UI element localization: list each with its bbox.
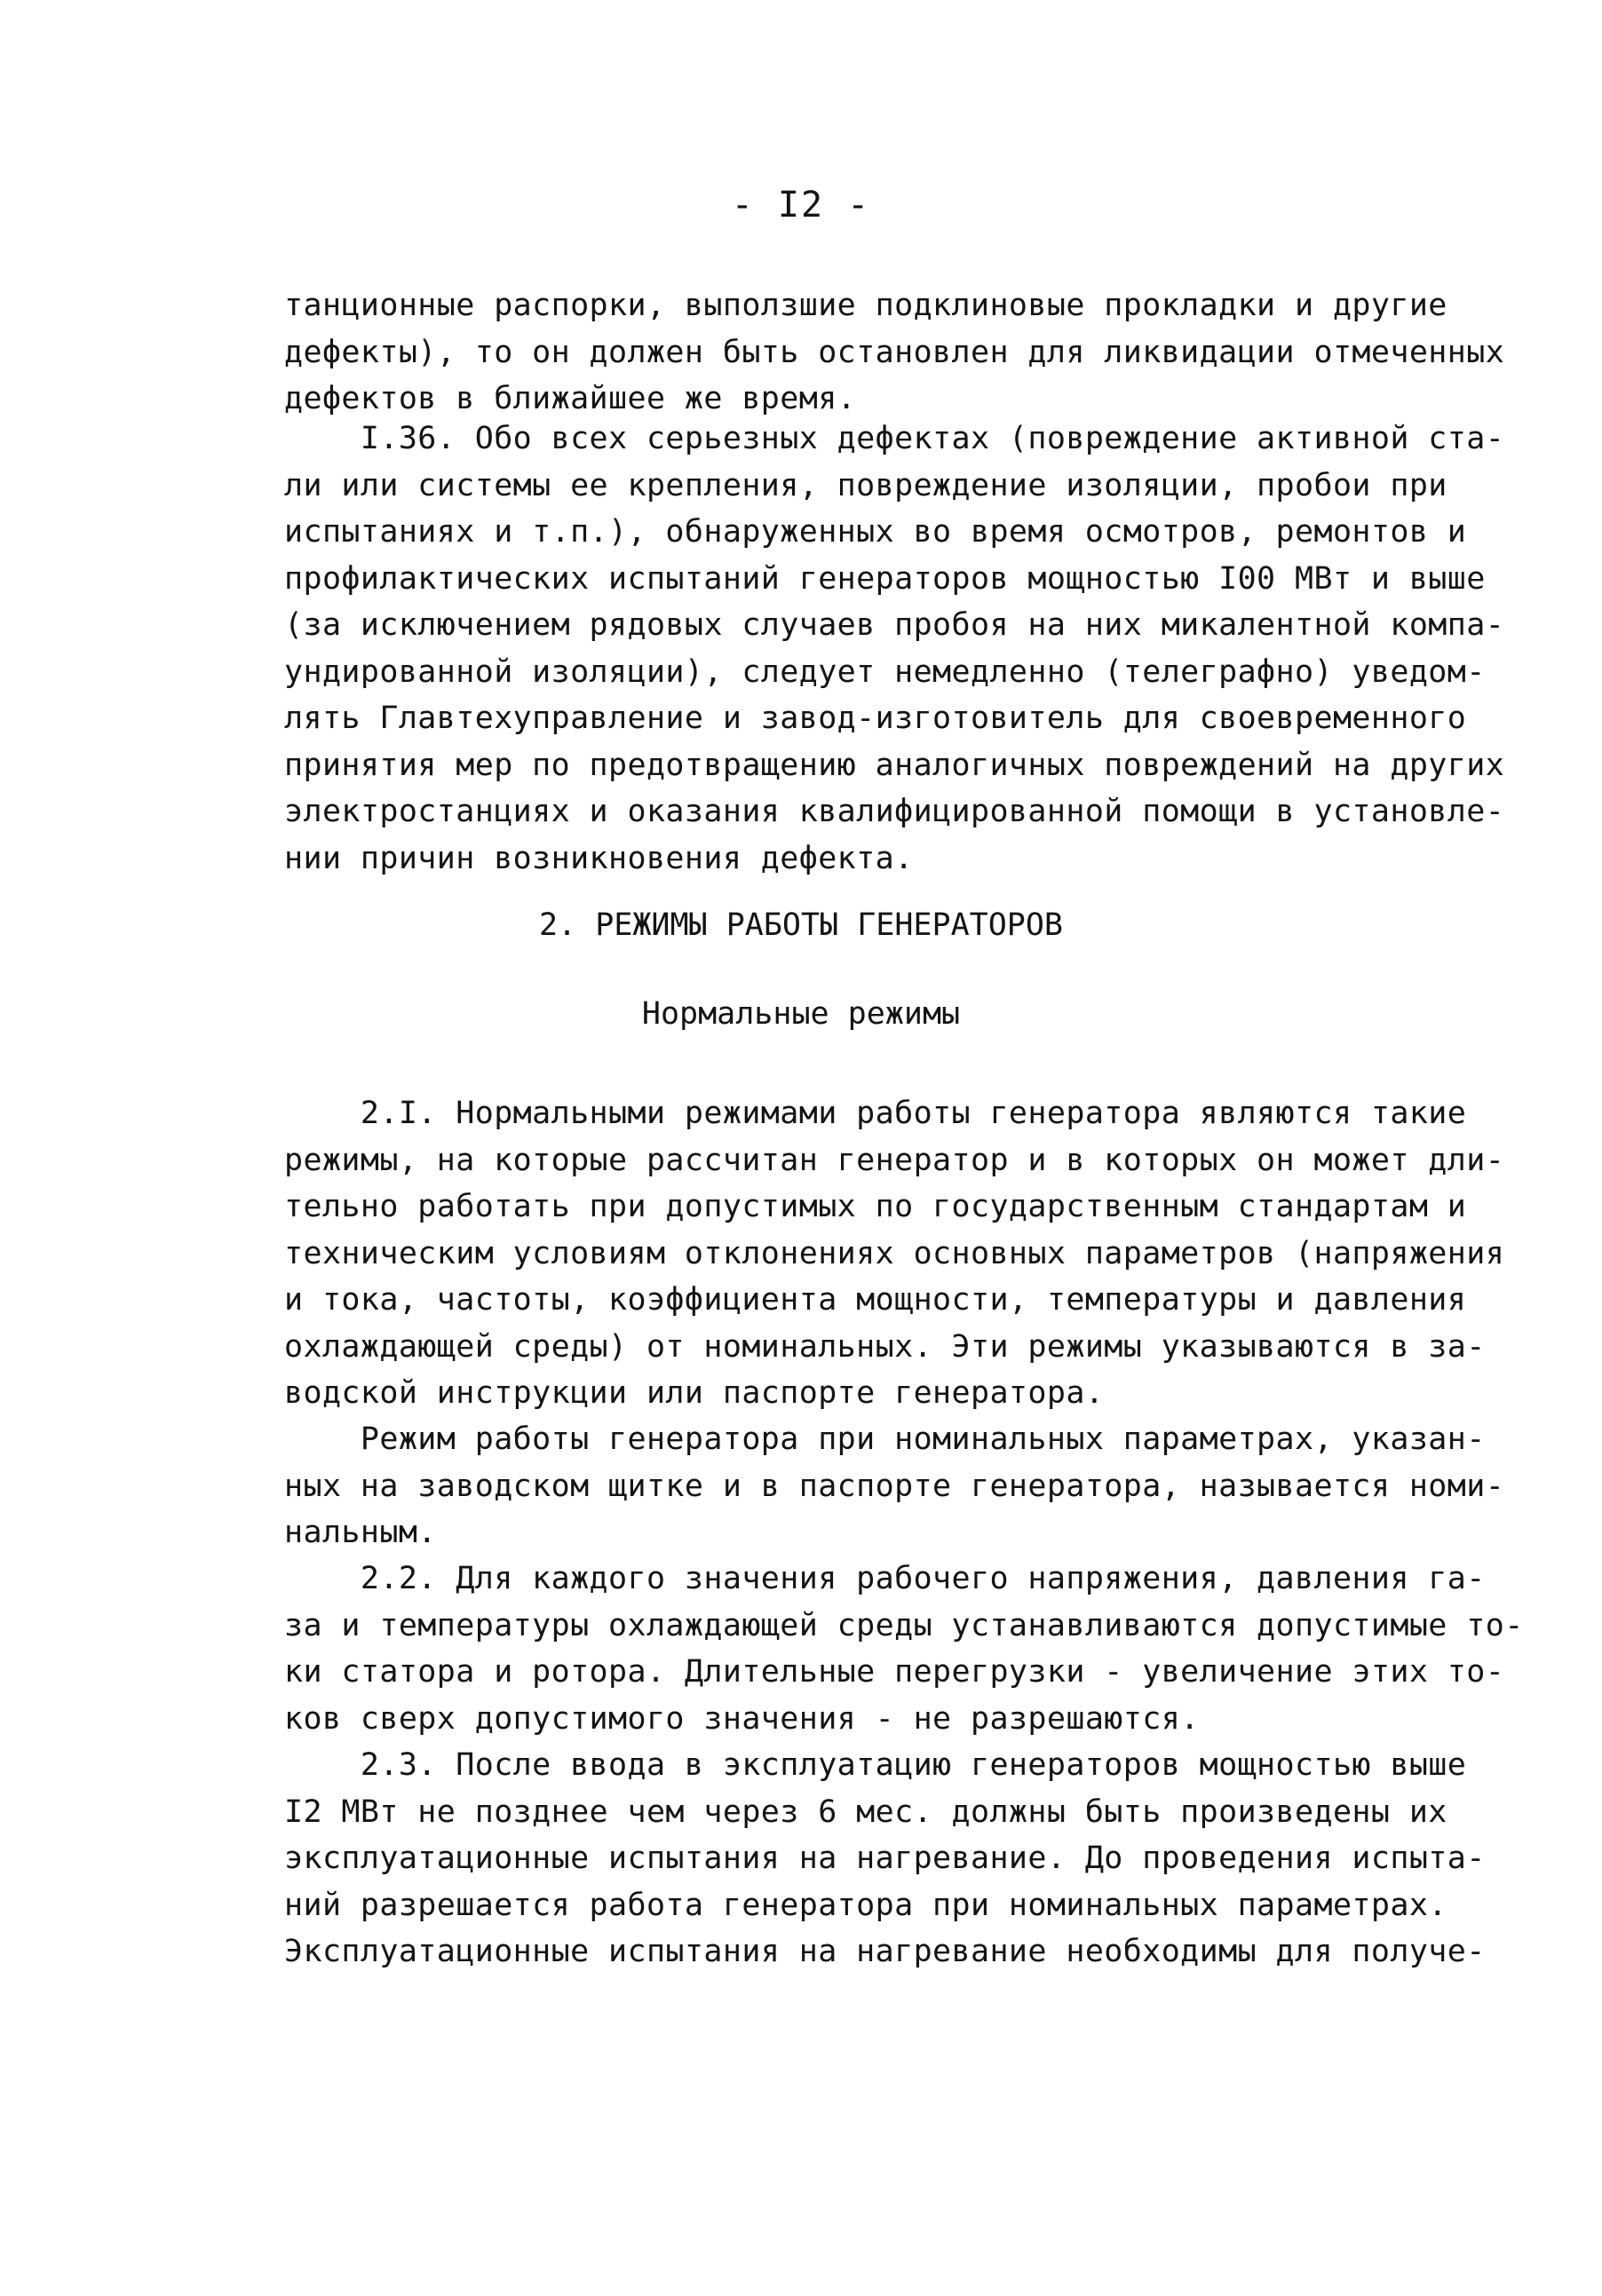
text-line: техническим условиям отклонениях основных параметров (напряжения	[284, 1235, 1505, 1271]
text-line: режимы, на которые рассчитан генератор и в которых он может дли-	[284, 1142, 1505, 1178]
text-line: ний разрешается работа генератора при номинальных параметрах.	[284, 1887, 1447, 1923]
paragraph-2-3	[284, 1742, 1486, 1975]
text-line: 2.I. Нормальными режимами работы генератора являются такие	[284, 1096, 1467, 1131]
text-line: Эксплуатационные испытания на нагревание необходимы для получе-	[284, 1934, 1486, 1969]
text-line: ков сверх допустимого значения - не разрешаются.	[284, 1700, 1200, 1737]
intro-paragraph	[284, 282, 1505, 423]
text-line: и тока, частоты, коэффициента мощности, температуры и давления	[284, 1282, 1467, 1318]
text-line: нии причин возникновения дефекта.	[284, 840, 914, 876]
text-line: нальным.	[284, 1515, 437, 1550]
text-line: эксплуатационные испытания на нагревание. До проведения испыта-	[284, 1841, 1486, 1876]
text-line: (за исключением рядовых случаев пробоя на них микалентной компа-	[284, 607, 1505, 643]
section-title: 2. РЕЖИМЫ РАБОТЫ ГЕНЕРАТОРОВ	[538, 907, 1063, 943]
text-line: профилактических испытаний генераторов мощностью I00 МВт и выше	[284, 560, 1486, 597]
subsection-title: Нормальные режимы	[641, 996, 961, 1032]
text-line: Режим работы генератора при номинальных параметрах, указан-	[284, 1421, 1486, 1457]
text-line: электростанциях и оказания квалифицированной помощи в установле-	[284, 794, 1505, 829]
text-line: лять Главтехуправление и завод-изготовитель для своевременного	[284, 701, 1467, 736]
paragraph-2-2	[284, 1556, 1524, 1742]
text-line: I.36. Обо всех серьезных дефектах (повреждение активной ста-	[284, 421, 1505, 456]
text-line: 2.2. Для каждого значения рабочего напряжения, давления га-	[284, 1561, 1486, 1596]
text-line: дефекты), то он должен быть остановлен для ликвидации отмеченных	[284, 334, 1505, 370]
text-line: ли или системы ее крепления, повреждение изоляции, пробои при	[284, 467, 1447, 503]
page-number: - I2 -	[731, 185, 871, 226]
text-line: ундированной изоляции), следует немедленно (телеграфно) уведом-	[284, 653, 1486, 690]
text-line: принятия мер по предотвращению аналогичных повреждений на других	[284, 747, 1505, 783]
text-line: 2.3. После ввода в эксплуатацию генераторов мощностью выше	[284, 1747, 1467, 1783]
text-line: за и температуры охлаждающей среды устанавливаются допустимые то-	[284, 1607, 1524, 1643]
text-line: танционные распорки, выползшие подклиновые прокладки и другие	[284, 288, 1447, 323]
text-line: охлаждающей среды) от номинальных. Эти режимы указываются в за-	[284, 1328, 1486, 1365]
paragraph-1-36	[284, 416, 1505, 882]
text-line: водской инструкции или паспорте генератора.	[284, 1375, 1105, 1411]
paragraph-2-1-nominal	[284, 1416, 1505, 1556]
text-line: ных на заводском щитке и в паспорте генератора, называется номи-	[284, 1468, 1505, 1504]
text-line: испытаниях и т.п.), обнаруженных во время осмотров, ремонтов и	[284, 514, 1467, 550]
paragraph-2-1	[284, 1090, 1505, 1417]
text-line: I2 МВт не позднее чем через 6 мес. должны быть произведены их	[284, 1793, 1447, 1830]
text-line: тельно работать при допустимых по государственным стандартам и	[284, 1189, 1467, 1224]
text-line: ки статора и ротора. Длительные перегрузки - увеличение этих то-	[284, 1654, 1505, 1690]
text-line: дефектов в ближайшее же время.	[284, 381, 857, 416]
